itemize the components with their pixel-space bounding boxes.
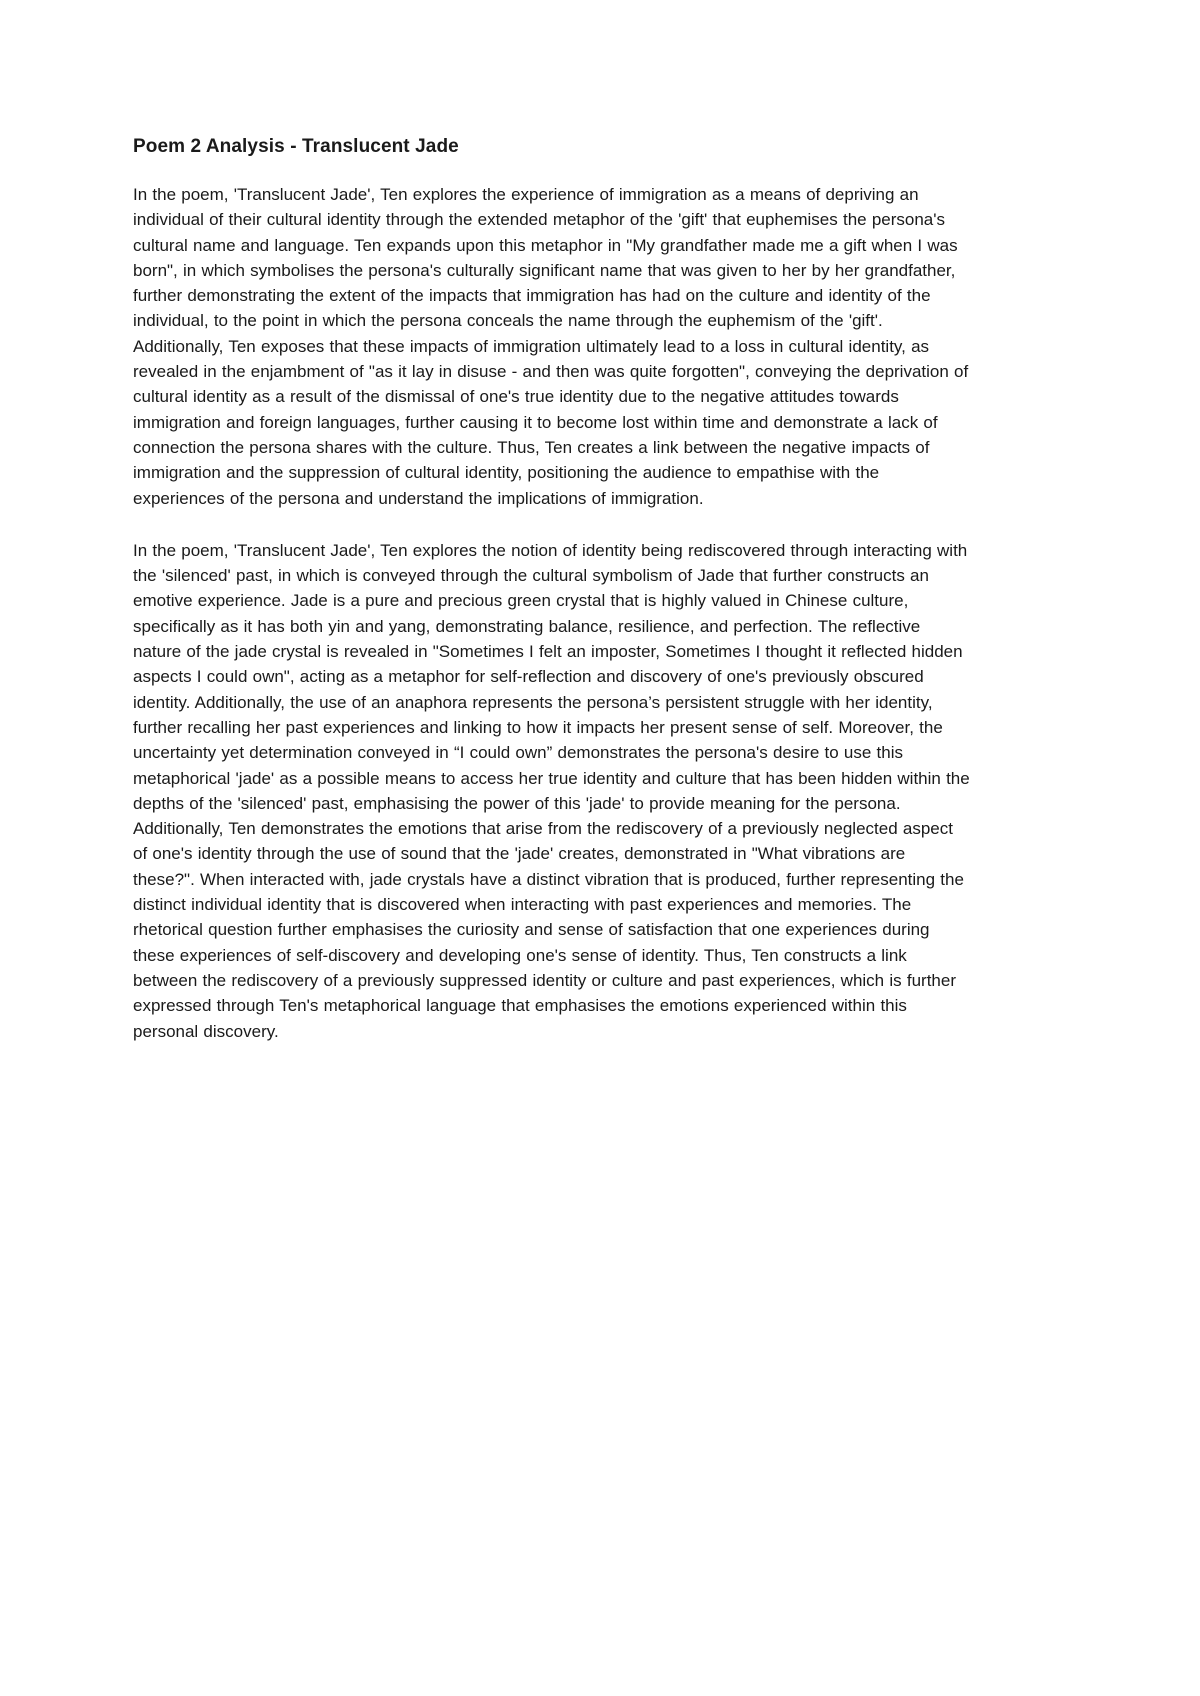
analysis-paragraph-1: In the poem, 'Translucent Jade', Ten explores the experience of immigration as a means of depriving an individual of their cultural identity through the extended metaphor of the 'gift' that euphemises the persona's cultural name and language. Ten expands upon this metaphor in "My grandfather made me a gift when I was born", in which symbolises the persona's culturally significant name that was given to her by her grandfather, further demonstrating the extent of the impacts that immigration has had on the culture and identity of the individual, to the point in which the persona conceals the name through the euphemism of the 'gift'. Additionally, Ten exposes that these impacts of immigration ultimately lead to a loss in cultural identity, as revealed in the enjambment of "as it lay in disuse - and then was quite forgotten", conveying the deprivation of cultural identity as a result of the dismissal of one's true identity due to the negative attitudes towards immigration and foreign languages, further causing it to become lost within time and demonstrate a lack of connection the persona shares with the culture. Thus, Ten creates a link between the negative impacts of immigration and the suppression of cultural identity, positioning the audience to empathise with the experiences of the persona and understand the implications of immigration.	[133, 185, 969, 508]
document-title: Poem 2 Analysis - Translucent Jade	[133, 136, 459, 157]
analysis-paragraph-2: In the poem, 'Translucent Jade', Ten explores the notion of identity being rediscovered through interacting with the 'silenced' past, in which is conveyed through the cultural symbolism of Jade that further constructs an emotive experience. Jade is a pure and precious green crystal that is highly valued in Chinese culture, specifically as it has both yin and yang, demonstrating balance, resilience, and perfection. The reflective nature of the jade crystal is revealed in "Sometimes I felt an imposter, Sometimes I thought it reflected hidden aspects I could own", acting as a metaphor for self-reflection and discovery of one's previously obscured identity. Additionally, the use of an anaphora represents the persona’s persistent struggle with her identity, further recalling her past experiences and linking to how it impacts her present sense of self. Moreover, the uncertainty yet determination conveyed in “I could own” demonstrates the persona's desire to use this metaphorical 'jade' as a possible means to access her true identity and culture that has been hidden within the depths of the 'silenced' past, emphasising the power of this 'jade' to provide meaning for the persona. Additionally, Ten demonstrates the emotions that arise from the rediscovery of a previously neglected aspect of one's identity through the use of sound that the 'jade' creates, demonstrated in "What vibrations are these?". When interacted with, jade crystals have a distinct vibration that is produced, further representing the distinct individual identity that is discovered when interacting with past experiences and memories. The rhetorical question further emphasises the curiosity and sense of satisfaction that one experiences during these experiences of self-discovery and developing one's sense of identity. Thus, Ten constructs a link between the rediscovery of a previously suppressed identity or culture and past experiences, which is further expressed through Ten's metaphorical language that emphasises the emotions experienced within this personal discovery.	[133, 540, 970, 1041]
